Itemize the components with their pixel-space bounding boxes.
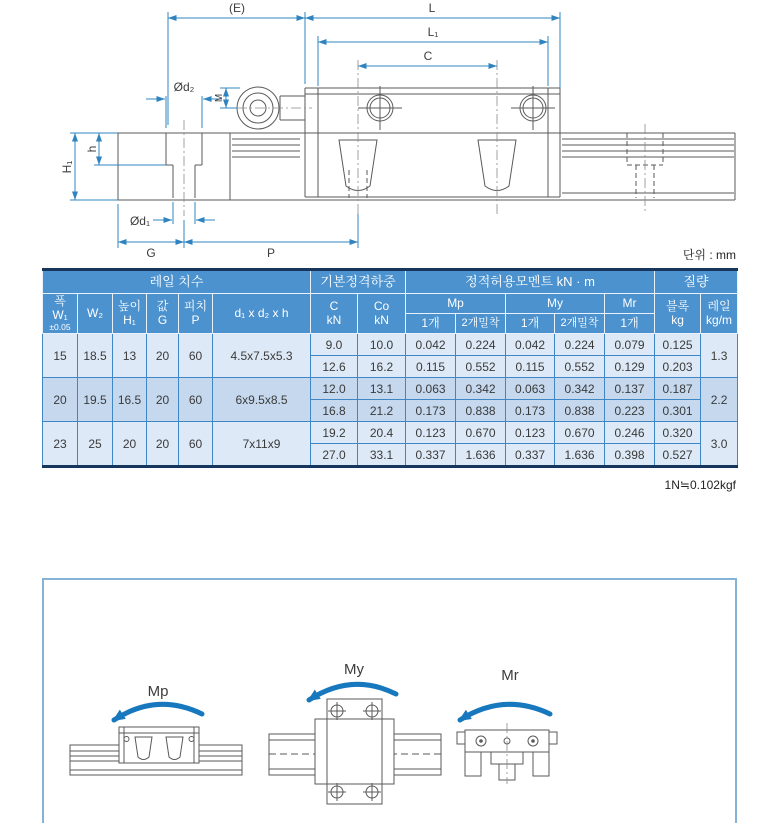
mp-arrow	[114, 704, 202, 720]
cell-w1: 15	[43, 334, 78, 378]
table-row-column-headers	[43, 294, 738, 314]
cell-rail-mass: 1.3	[701, 334, 738, 378]
cell-h1: 13	[113, 334, 147, 378]
cell-my2: 0.224	[555, 334, 605, 356]
cell-mp1: 0.337	[406, 444, 456, 467]
cell-my2: 0.670	[555, 422, 605, 444]
my-diagram	[269, 661, 441, 804]
cell-mp2: 0.224	[456, 334, 506, 356]
cell-w1: 20	[43, 378, 78, 422]
cell-p: 60	[179, 422, 213, 467]
mp-label: Mp	[147, 683, 169, 700]
cell-mr: 0.246	[605, 422, 655, 444]
cell-co: 20.4	[358, 422, 406, 444]
cell-d: 4.5x7.5x5.3	[213, 334, 311, 378]
cell-w1: 23	[43, 422, 78, 467]
cell-block: 0.320	[655, 422, 701, 444]
cell-g: 20	[147, 422, 179, 467]
col-header-mp: Mp	[406, 294, 506, 314]
cell-block: 0.187	[655, 378, 701, 400]
my-arrow	[309, 684, 396, 700]
col-w1-sym: W₁	[52, 307, 68, 322]
cell-co: 13.1	[358, 378, 406, 400]
cell-g: 20	[147, 334, 179, 378]
mr-arrow	[460, 704, 550, 720]
cell-c: 19.2	[311, 422, 358, 444]
col-header-rail	[701, 294, 738, 334]
subheader-my-2: 2개밀착	[555, 314, 605, 334]
dim-label-c: C	[423, 49, 433, 63]
col-p-kr: 피치	[183, 298, 208, 313]
cell-my1: 0.173	[506, 400, 555, 422]
cell-block: 0.527	[655, 444, 701, 467]
subheader-my-1: 1개	[506, 314, 555, 334]
dimension-lines	[70, 12, 560, 248]
cell-mp1: 0.115	[406, 356, 456, 378]
cell-mp2: 0.342	[456, 378, 506, 400]
col-h1-kr: 높이	[117, 298, 142, 313]
col-w1-kr: 폭	[54, 294, 66, 308]
col-w1-tol: ±0.05	[49, 321, 71, 332]
mr-diagram	[457, 667, 557, 784]
cell-mr: 0.079	[605, 334, 655, 356]
table-row	[43, 378, 738, 400]
cell-my2: 1.636	[555, 444, 605, 467]
cell-w2: 19.5	[78, 378, 113, 422]
cell-w2: 18.5	[78, 334, 113, 378]
cell-p: 60	[179, 378, 213, 422]
cell-my1: 0.042	[506, 334, 555, 356]
cell-my1: 0.115	[506, 356, 555, 378]
cell-my1: 0.063	[506, 378, 555, 400]
col-block-kr: 블록	[665, 298, 690, 313]
col-rail-kr: 레일	[707, 298, 731, 313]
col-p-sym: P	[191, 312, 200, 327]
col-header-h1	[113, 294, 147, 334]
cell-my2: 0.552	[555, 356, 605, 378]
header-mass: 질량	[655, 270, 738, 294]
dim-label-h: h	[85, 145, 99, 153]
col-co-unit: kN	[374, 312, 389, 327]
cell-c: 16.8	[311, 400, 358, 422]
col-block-unit: kg	[671, 312, 684, 327]
cell-mr: 0.129	[605, 356, 655, 378]
dim-label-od1: Ød₁	[129, 214, 150, 228]
dim-label-m: M	[214, 93, 225, 103]
moment-direction-box	[42, 578, 737, 823]
cell-mr: 0.223	[605, 400, 655, 422]
col-g-kr: 값	[156, 298, 169, 313]
cell-mp2: 0.838	[456, 400, 506, 422]
moment-diagrams	[44, 580, 735, 823]
col-h1-sym: H₁	[123, 312, 136, 327]
header-rail-dimensions: 레일 치수	[43, 270, 311, 294]
cell-h1: 16.5	[113, 378, 147, 422]
table-row	[43, 422, 738, 444]
col-co-sym: Co	[373, 298, 390, 313]
my-label: My	[344, 661, 364, 678]
cell-block: 0.125	[655, 334, 701, 356]
mr-label: Mr	[501, 667, 519, 684]
dim-label-p: P	[266, 246, 276, 260]
dim-label-l1: L₁	[427, 25, 439, 39]
cell-p: 60	[179, 334, 213, 378]
col-c-unit: kN	[326, 312, 342, 327]
cell-d: 6x9.5x8.5	[213, 378, 311, 422]
cell-co: 33.1	[358, 444, 406, 467]
cell-rail-mass: 3.0	[701, 422, 738, 467]
cell-d: 7x11x9	[213, 422, 311, 467]
linear-guide-dimension-drawing	[0, 0, 760, 262]
col-header-c	[311, 294, 358, 334]
dim-label-e: (E)	[229, 1, 245, 15]
cell-co: 16.2	[358, 356, 406, 378]
subheader-mp-1: 1개	[406, 314, 456, 334]
cell-block: 0.301	[655, 400, 701, 422]
subheader-mr-1: 1개	[605, 314, 655, 334]
col-g-sym: G	[157, 312, 168, 327]
cell-w2: 25	[78, 422, 113, 467]
unit-note: 단위 : mm	[682, 248, 736, 262]
specification-table	[42, 268, 738, 468]
cell-g: 20	[147, 378, 179, 422]
dim-label-g: G	[146, 246, 156, 260]
dim-label-od2: Ød₂	[173, 80, 195, 94]
col-header-w2: W₂	[78, 294, 113, 334]
cell-rail-mass: 2.2	[701, 378, 738, 422]
col-header-my: My	[506, 294, 605, 314]
cell-mr: 0.398	[605, 444, 655, 467]
cell-c: 12.0	[311, 378, 358, 400]
cell-mp2: 0.670	[456, 422, 506, 444]
table-row-group-headers	[43, 270, 738, 294]
cell-my2: 0.838	[555, 400, 605, 422]
mp-diagram	[70, 683, 242, 775]
cell-mp2: 1.636	[456, 444, 506, 467]
cell-mp2: 0.552	[456, 356, 506, 378]
rail-side-view	[118, 133, 735, 200]
cell-mp1: 0.123	[406, 422, 456, 444]
table-row	[43, 334, 738, 356]
col-header-d: d₁ x d₂ x h	[213, 294, 311, 334]
col-header-co	[358, 294, 406, 334]
cell-c: 27.0	[311, 444, 358, 467]
dim-label-l: L	[428, 1, 436, 15]
header-basic-load: 기본정격하중	[311, 270, 406, 294]
col-header-block	[655, 294, 701, 334]
cell-mp1: 0.063	[406, 378, 456, 400]
col-rail-unit: kg/m	[706, 312, 733, 327]
cell-mp1: 0.042	[406, 334, 456, 356]
block-side-view	[237, 86, 560, 197]
subheader-mp-2: 2개밀착	[456, 314, 506, 334]
header-static-moment: 정적허용모멘트 kN · m	[406, 270, 655, 294]
cell-mp1: 0.173	[406, 400, 456, 422]
col-c-sym: C	[329, 298, 339, 313]
cell-block: 0.203	[655, 356, 701, 378]
cell-my2: 0.342	[555, 378, 605, 400]
newton-conversion-note: 1N≒0.102kgf	[664, 478, 736, 492]
cell-co: 21.2	[358, 400, 406, 422]
col-header-g	[147, 294, 179, 334]
col-header-p	[179, 294, 213, 334]
dim-label-h1: H₁	[60, 160, 74, 174]
cell-h1: 20	[113, 422, 147, 467]
cell-my1: 0.337	[506, 444, 555, 467]
cell-c: 12.6	[311, 356, 358, 378]
cell-mr: 0.137	[605, 378, 655, 400]
cell-c: 9.0	[311, 334, 358, 356]
col-header-w1	[43, 294, 78, 334]
cell-my1: 0.123	[506, 422, 555, 444]
col-header-mr: Mr	[605, 294, 655, 314]
cell-co: 10.0	[358, 334, 406, 356]
